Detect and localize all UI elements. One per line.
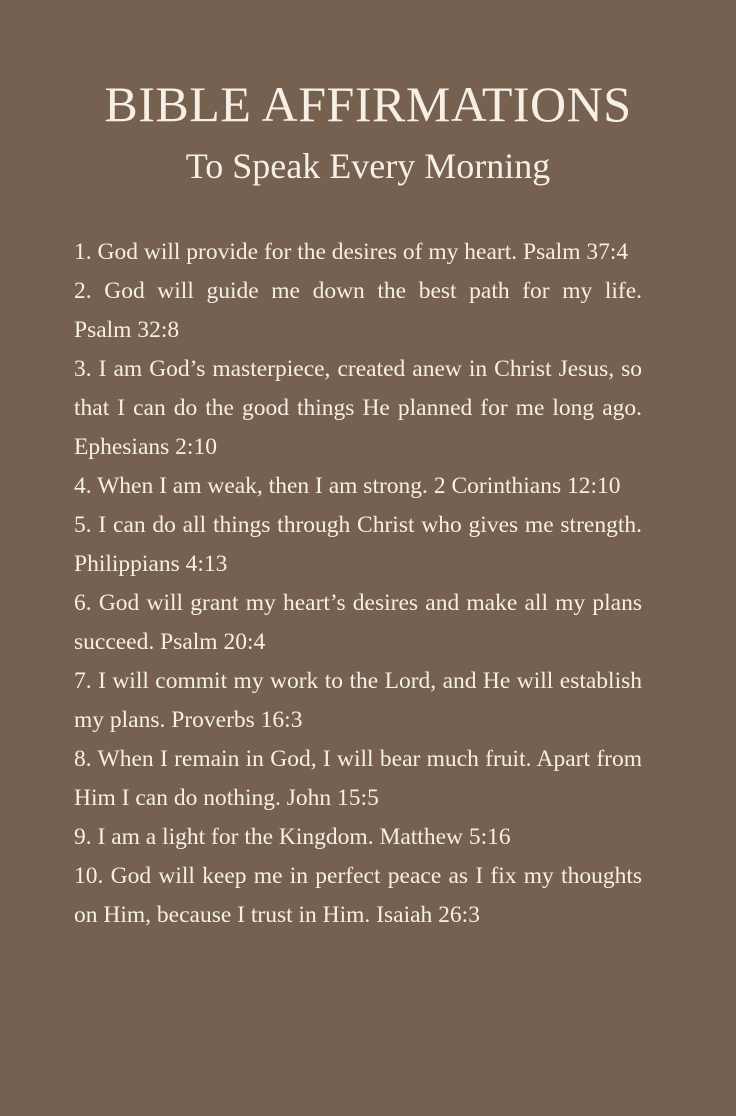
affirmation-number: 8. — [74, 746, 92, 772]
affirmation-item — [74, 272, 642, 350]
scripture-reference: Matthew 5:16 — [379, 824, 511, 850]
scripture-reference: Ephesians 2:10 — [74, 434, 217, 460]
affirmation-text: When I am weak, then I am strong. — [97, 473, 428, 499]
affirmation-item — [74, 506, 642, 584]
affirmation-text: God will keep me in perfect peace as I fix my thoughts on Him, because I trust in Him. — [74, 863, 643, 928]
affirmation-item — [74, 467, 642, 506]
affirmation-item — [74, 350, 642, 467]
affirmation-text: God will grant my heart’s desires and make all my plans succeed. — [74, 590, 642, 655]
scripture-reference: Psalm 37:4 — [523, 239, 629, 265]
affirmation-item — [74, 818, 642, 857]
affirmation-text: I am God’s masterpiece, created anew in Christ Jesus, so that I can do the good things He planned for me long ago. — [74, 356, 643, 421]
affirmation-text: I can do all things through Christ who gives me strength. — [98, 512, 642, 538]
affirmation-text: God will guide me down the best path for my life. — [104, 278, 643, 304]
affirmation-number: 2. — [74, 278, 92, 304]
page-subtitle: To Speak Every Morning — [185, 146, 551, 186]
affirmation-number: 1. — [74, 239, 92, 265]
affirmation-number: 4. — [74, 473, 92, 499]
scripture-reference: John 15:5 — [286, 785, 379, 811]
scripture-reference: 2 Corinthians 12:10 — [433, 473, 621, 499]
affirmation-item — [74, 233, 642, 272]
affirmation-number: 10. — [74, 863, 104, 889]
affirmation-list — [74, 233, 642, 935]
affirmation-text: I will commit my work to the Lord, and He will establish my plans. — [74, 668, 642, 733]
affirmation-item — [74, 584, 642, 662]
affirmation-number: 5. — [74, 512, 92, 538]
scripture-reference: Proverbs 16:3 — [171, 707, 303, 733]
affirmation-text: God will provide for the desires of my heart. — [97, 239, 518, 265]
affirmation-number: 6. — [74, 590, 92, 616]
affirmation-number: 9. — [74, 824, 92, 850]
affirmation-item — [74, 740, 642, 818]
page-title: BIBLE AFFIRMATIONS — [104, 76, 632, 132]
affirmation-text: When I remain in God, I will bear much fruit. Apart from Him I can do nothing. — [74, 746, 642, 811]
scripture-reference: Philippians 4:13 — [74, 551, 228, 577]
affirmation-item — [74, 662, 642, 740]
scripture-reference: Isaiah 26:3 — [376, 902, 480, 928]
affirmation-text: I am a light for the Kingdom. — [97, 824, 374, 850]
scripture-reference: Psalm 32:8 — [74, 317, 180, 343]
scripture-reference: Psalm 20:4 — [160, 629, 266, 655]
affirmation-item — [74, 857, 642, 935]
affirmation-number: 3. — [74, 356, 92, 382]
affirmation-number: 7. — [74, 668, 92, 694]
